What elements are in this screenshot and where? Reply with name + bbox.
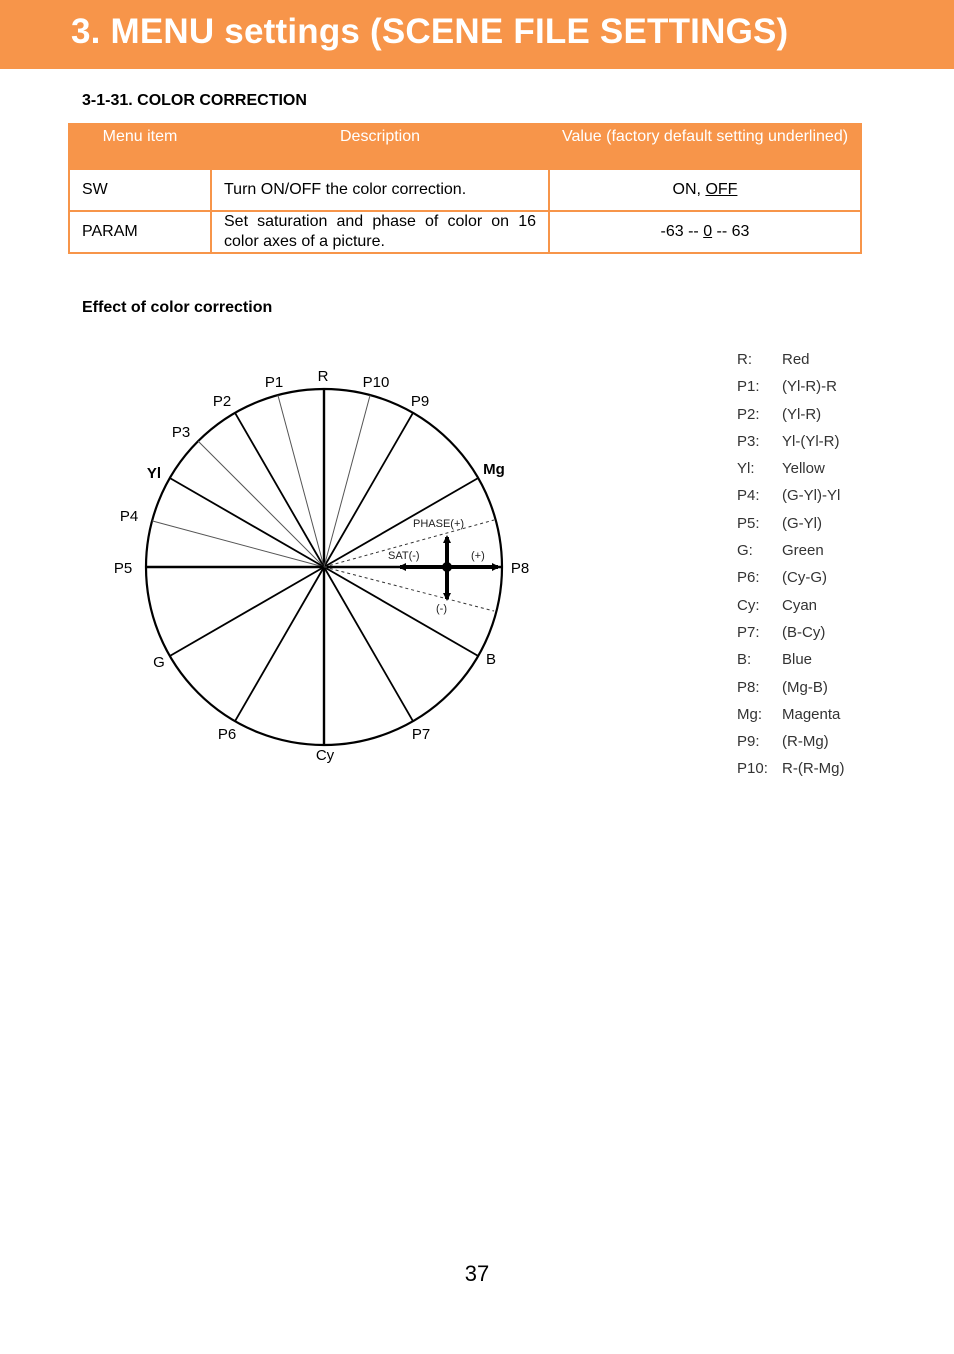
axis-spoke-p1 (278, 395, 324, 567)
legend-row (737, 482, 844, 509)
legend-row (737, 619, 844, 646)
column-header-menu-item: Menu item (69, 124, 211, 169)
axis-spoke-p7 (324, 567, 413, 721)
legend-row (737, 373, 844, 400)
page-header-band (0, 0, 954, 69)
legend-name: Green (782, 542, 824, 560)
axis-spoke-p4 (152, 521, 324, 567)
legend-row (737, 401, 844, 428)
phase-plus-label: PHASE(+) (413, 518, 465, 530)
axis-spoke-p6 (235, 567, 324, 721)
legend-code: P9: (737, 733, 760, 751)
legend-code: Mg: (737, 705, 763, 723)
legend-name: (G-Yl) (782, 514, 822, 532)
legend-code: P5: (737, 514, 760, 532)
value-cell (549, 211, 861, 253)
legend-name: Cyan (782, 596, 818, 614)
sat-plus-label: (+) (471, 550, 485, 562)
menu-settings-table (68, 123, 862, 254)
legend-code: R: (737, 351, 752, 368)
table-header-row (69, 124, 861, 169)
axis-label-p8: P8 (510, 560, 530, 577)
axis-spoke-b (324, 567, 478, 656)
page-title: 3. MENU settings (SCENE FILE SETTINGS) (71, 12, 789, 51)
menu-item-cell: PARAM (69, 211, 211, 253)
legend-name: (Yl-R)-R (782, 378, 837, 396)
phase-minus-label: (-) (436, 603, 447, 615)
legend-row (737, 646, 844, 673)
description-cell: Turn ON/OFF the color correction. (211, 169, 549, 211)
axis-spoke-g (170, 567, 324, 656)
axis-label-g: G (153, 654, 165, 671)
legend-name: (Mg-B) (782, 678, 828, 696)
axis-label-p3: P3 (171, 424, 191, 441)
table-row (69, 211, 861, 253)
column-header-description: Description (211, 124, 549, 169)
axis-label-b: B (485, 651, 497, 668)
axis-label-p6: P6 (217, 726, 237, 743)
axis-label-p4: P4 (119, 508, 139, 525)
value-text: ON, (672, 181, 706, 198)
column-header-value: Value (factory default setting underlined) (549, 124, 861, 169)
legend-name: R-(R-Mg) (782, 760, 845, 778)
axis-spoke-p2 (235, 413, 324, 567)
axis-label-cy: Cy (315, 747, 335, 764)
axis-spoke-yl (170, 478, 324, 567)
legend-name: Yellow (782, 460, 825, 478)
adjust-center-dot (442, 562, 452, 572)
sat-minus-label: SAT(-) (388, 550, 420, 562)
effect-title: Effect of color correction (82, 299, 273, 316)
legend-code: P8: (737, 678, 760, 696)
legend-name: Red (782, 351, 810, 368)
axis-label-p10: P10 (362, 374, 390, 391)
default-value: 0 (703, 223, 713, 240)
axis-label-p5: P5 (113, 560, 133, 577)
legend-code: P1: (737, 378, 760, 396)
legend-row (737, 701, 844, 728)
legend-row (737, 592, 844, 619)
table-row (69, 169, 861, 211)
legend-row (737, 537, 844, 564)
default-value: OFF (705, 181, 738, 198)
legend-code: P4: (737, 487, 760, 505)
value-text: -- 63 (712, 223, 750, 240)
legend-row (737, 346, 844, 373)
legend-row (737, 755, 844, 782)
axis-label-r: R (317, 368, 329, 385)
legend-name: (B-Cy) (782, 623, 826, 641)
description-cell: Set saturation and phase of color on 16 color axes of a picture. (211, 211, 549, 253)
menu-item-cell: SW (69, 169, 211, 211)
axis-label-p9: P9 (410, 393, 430, 410)
legend-row (737, 455, 844, 482)
legend-code: Cy: (737, 596, 760, 614)
legend-name: (R-Mg) (782, 733, 829, 751)
page-number: 37 (464, 1261, 490, 1286)
legend-row (737, 674, 844, 701)
legend-code: P10: (737, 760, 768, 778)
axis-spoke-p10 (324, 395, 370, 567)
legend-row (737, 564, 844, 591)
color-axis-legend (737, 346, 844, 783)
legend-name: Magenta (782, 705, 841, 723)
axis-label-p2: P2 (212, 393, 232, 410)
legend-name: Yl-(Yl-R) (782, 432, 840, 450)
legend-code: P7: (737, 623, 760, 641)
legend-code: P6: (737, 569, 760, 587)
axis-label-mg: Mg (483, 461, 505, 478)
legend-code: G: (737, 542, 753, 560)
legend-row (737, 728, 844, 755)
axis-spoke-p9 (324, 413, 413, 567)
legend-row (737, 428, 844, 455)
legend-code: B: (737, 651, 752, 669)
phase-minus-boundary (324, 567, 494, 611)
legend-name: Blue (782, 651, 813, 669)
legend-name: (Yl-R) (782, 405, 822, 423)
color-correction-wheel-diagram (100, 355, 560, 775)
legend-code: P2: (737, 405, 760, 423)
legend-code: P3: (737, 432, 760, 450)
legend-code: Yl: (737, 460, 755, 478)
axis-label-yl: Yl (146, 465, 162, 482)
legend-name: (Cy-G) (782, 569, 827, 587)
section-title: 3-1-31. COLOR CORRECTION (82, 92, 307, 109)
axis-label-p1: P1 (264, 374, 284, 391)
legend-name: (G-Yl)-Yl (782, 487, 841, 505)
axis-spoke-p3 (198, 441, 324, 567)
value-cell (549, 169, 861, 211)
value-text: -63 -- (660, 223, 704, 240)
axis-label-p7: P7 (411, 726, 431, 743)
legend-row (737, 510, 844, 537)
